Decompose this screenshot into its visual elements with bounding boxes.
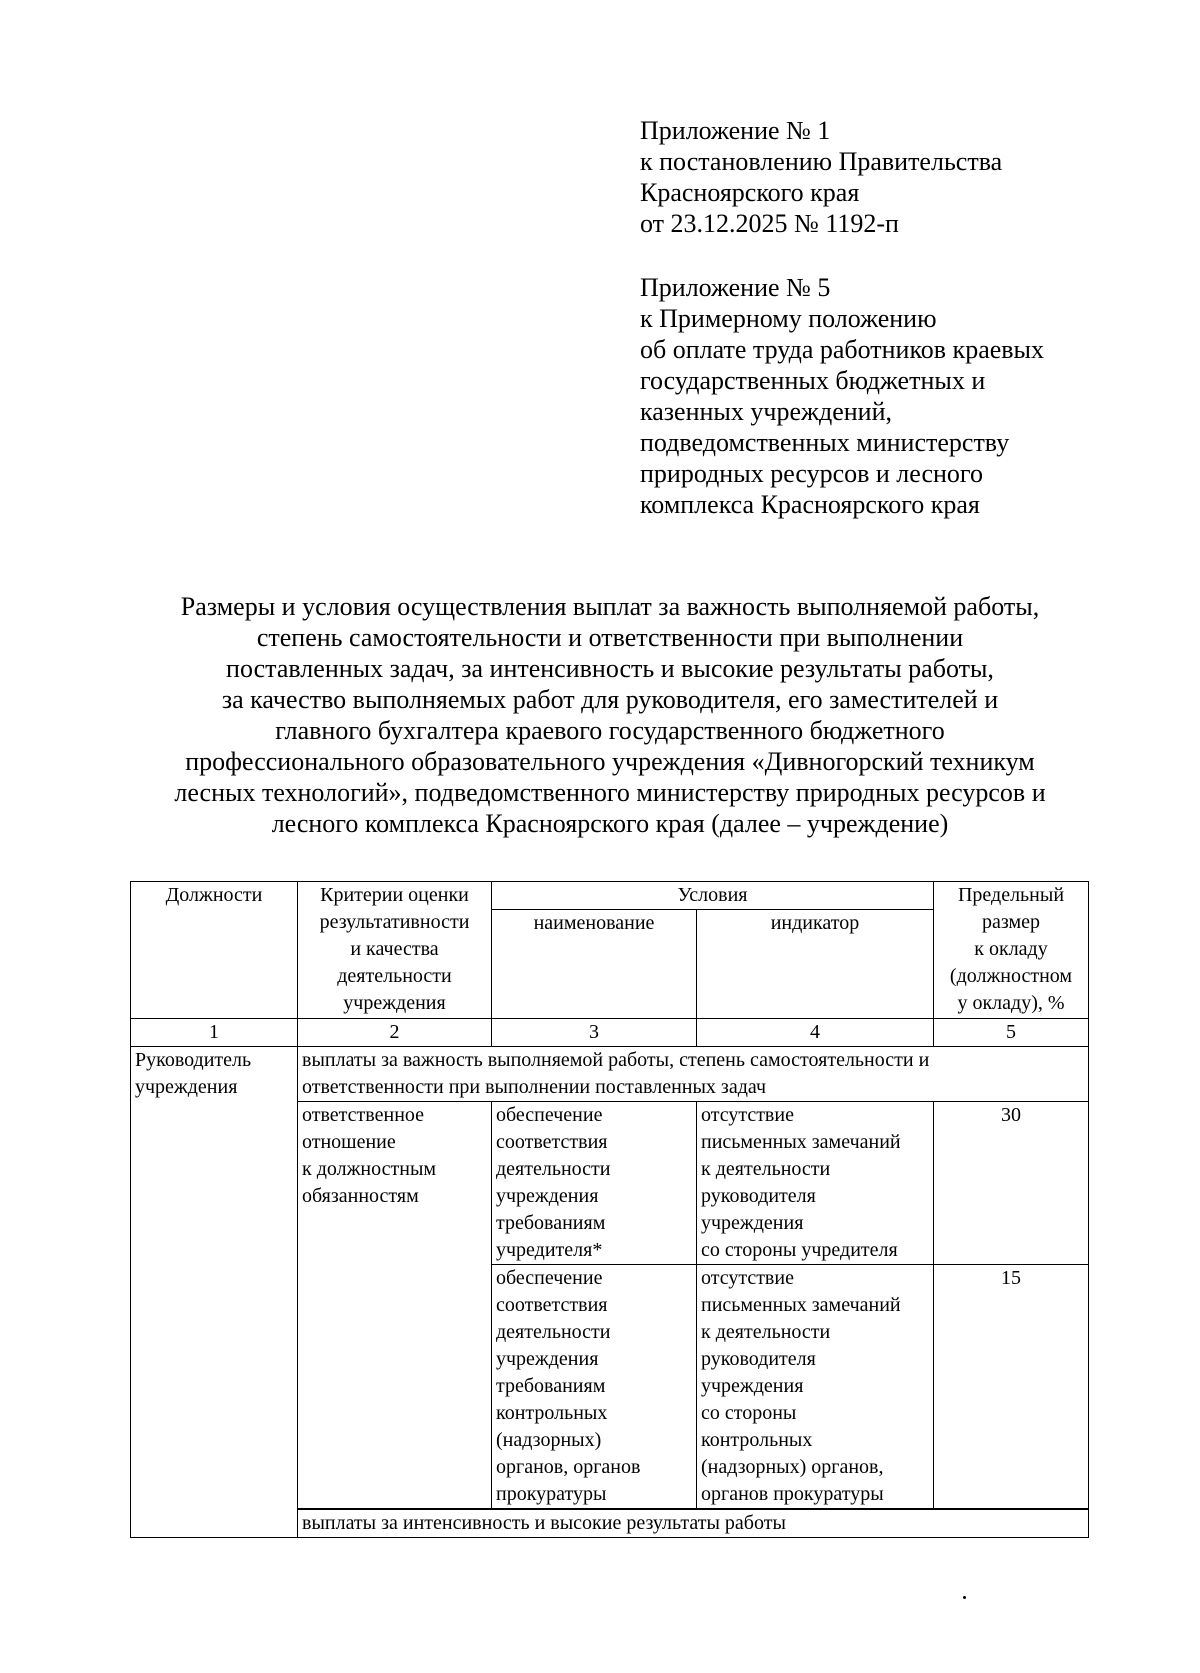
scan-speck xyxy=(963,1596,966,1599)
column-number: 4 xyxy=(697,1019,934,1047)
annex-5-header xyxy=(640,272,1044,520)
condition-name-cell: обеспечение соответствия деятельности учреждения требованиям контрольных (надзорных) органов, органов прокуратуры xyxy=(492,1265,697,1509)
column-number-row xyxy=(131,1019,1089,1047)
column-number: 3 xyxy=(492,1019,697,1047)
limit-cell: 15 xyxy=(934,1265,1089,1509)
header-indicator: индикатор xyxy=(697,910,934,1019)
header-limit: Предельный размер к окладу (должностном у окладу), % xyxy=(934,882,1089,1019)
annex-5-line: к Примерному положению xyxy=(640,304,937,333)
position-cell: Руководитель учреждения xyxy=(131,1047,298,1538)
annex-1-line: Красноярского края xyxy=(640,178,860,207)
header-name: наименование xyxy=(492,910,697,1019)
annex-5-line: Приложение № 5 xyxy=(640,273,831,302)
column-number: 1 xyxy=(131,1019,298,1047)
annex-5-line: природных ресурсов и лесного xyxy=(640,459,983,488)
annex-1-line: к постановлению Правительства xyxy=(640,147,1003,176)
header-conditions: Условия xyxy=(492,882,934,910)
annex-5-line: казенных учреждений, xyxy=(640,397,892,426)
limit-cell: 30 xyxy=(934,1102,1089,1265)
condition-name-cell: обеспечение соответствия деятельности учреждения требованиям учредителя* xyxy=(492,1102,697,1265)
annex-5-line: об оплате труда работников краевых xyxy=(640,335,1045,364)
title-line: главного бухгалтера краевого государственного бюджетного xyxy=(275,716,945,745)
criterion-cell: ответственное отношение к должностным обязанностям xyxy=(298,1102,492,1509)
column-number: 2 xyxy=(298,1019,492,1047)
indicator-cell: отсутствие письменных замечаний к деятельности руководителя учреждения со стороны контрольных (надзорных) органов, органов прокуратуры xyxy=(697,1265,934,1509)
annex-1-header xyxy=(640,115,1002,239)
annex-1-line: от 23.12.2025 № 1192-п xyxy=(640,209,899,238)
title-line: поставленных задач, за интенсивность и высокие результаты работы, xyxy=(226,654,994,683)
title-line: лесных технологий», подведомственного министерству природных ресурсов и xyxy=(174,778,1046,807)
column-number: 5 xyxy=(934,1019,1089,1047)
annex-5-line: подведомственных министерству xyxy=(640,428,1010,457)
title-line: профессионального образовательного учреждения «Дивногорский техникум xyxy=(185,747,1035,776)
document-title xyxy=(120,591,1100,839)
title-line: за качество выполняемых работ для руководителя, его заместителей и xyxy=(221,685,999,714)
header-positions: Должности xyxy=(131,882,298,1019)
section-2-heading: выплаты за интенсивность и высокие результаты работы xyxy=(298,1510,1089,1538)
annex-5-line: государственных бюджетных и xyxy=(640,366,986,395)
title-line: лесного комплекса Красноярского края (далее – учреждение) xyxy=(271,809,949,838)
indicator-cell: отсутствие письменных замечаний к деятельности руководителя учреждения со стороны учредителя xyxy=(697,1102,934,1265)
title-line: Размеры и условия осуществления выплат за важность выполняемой работы, xyxy=(180,592,1040,621)
annex-5-line: комплекса Красноярского края xyxy=(640,490,980,519)
title-line: степень самостоятельности и ответственности при выполнении xyxy=(256,623,964,652)
payments-table xyxy=(130,881,1089,1538)
header-row xyxy=(131,882,1089,910)
header-criteria: Критерии оценки результативности и качества деятельности учреждения xyxy=(298,882,492,1019)
section-row xyxy=(131,1047,1089,1102)
section-1-heading: выплаты за важность выполняемой работы, степень самостоятельности и ответственности при выполнении поставленных задач xyxy=(298,1047,1089,1102)
annex-1-line: Приложение № 1 xyxy=(640,116,831,145)
